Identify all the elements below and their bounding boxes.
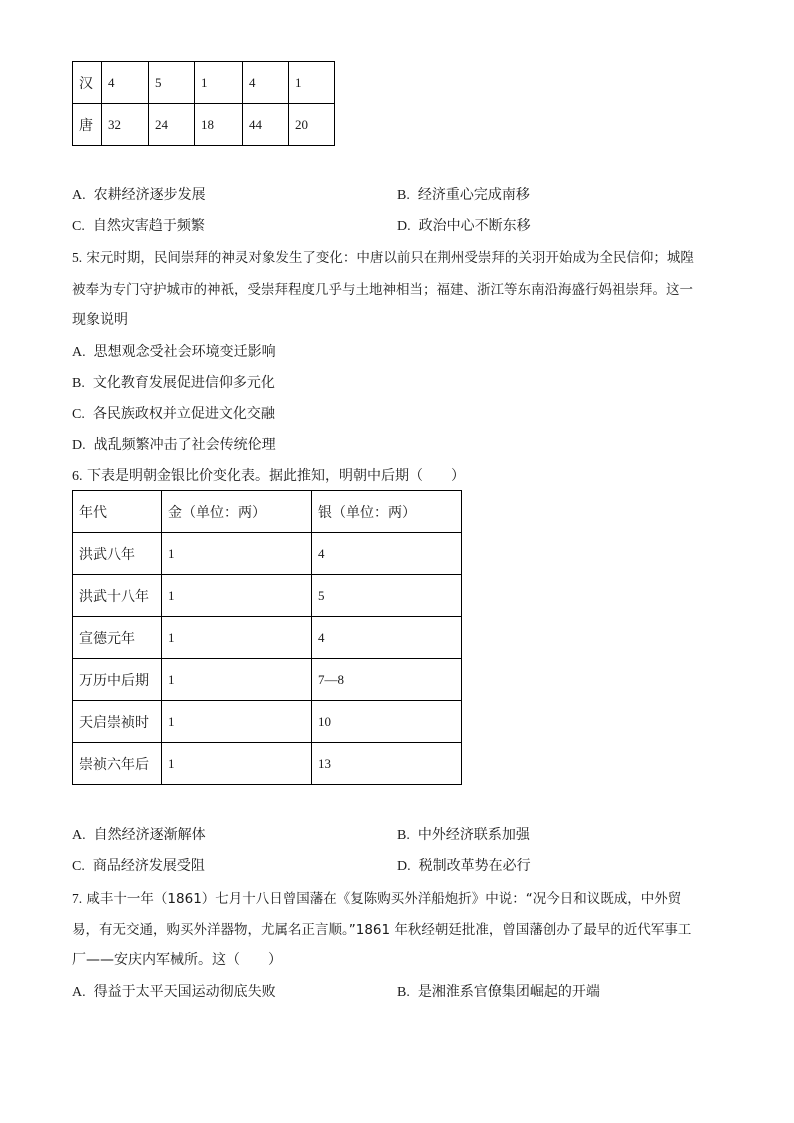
table-cell: 1	[162, 743, 312, 785]
option-text: 自然灾害趋于频繁	[92, 218, 205, 234]
option-text: 思想观念受社会环境变迁影响	[93, 344, 276, 360]
option-label: A.	[72, 828, 86, 843]
option-label: B.	[397, 188, 410, 203]
option-a[interactable]	[72, 184, 206, 204]
table-cell: 1	[162, 575, 312, 617]
option-text: 税制改革势在必行	[418, 858, 531, 874]
option-b[interactable]	[397, 184, 530, 204]
option-a[interactable]	[72, 981, 276, 1001]
option-d[interactable]	[397, 855, 531, 875]
table-cell: 汉	[73, 62, 102, 104]
column-header: 年代	[73, 491, 162, 533]
table-row	[73, 533, 462, 575]
table-cell: 13	[312, 743, 462, 785]
option-c[interactable]	[72, 215, 205, 235]
question-text: 下表是明朝金银比价变化表。据此推知，明朝中后期（ ）	[86, 468, 465, 484]
table-row	[73, 743, 462, 785]
table-cell: 天启崇祯时	[73, 701, 162, 743]
option-b[interactable]	[397, 981, 600, 1001]
table-row	[73, 104, 335, 146]
table-row	[73, 701, 462, 743]
option-label: B.	[397, 828, 410, 843]
table-cell: 洪武十八年	[73, 575, 162, 617]
option-label: D.	[72, 438, 86, 453]
option-label: B.	[397, 985, 410, 1000]
table-cell: 4	[312, 617, 462, 659]
option-label: D.	[397, 859, 411, 874]
table-cell: 1	[289, 62, 335, 104]
column-header: 金（单位：两）	[162, 491, 312, 533]
table-cell: 唐	[73, 104, 102, 146]
question-number: 7.	[72, 891, 83, 906]
option-d[interactable]	[397, 215, 531, 235]
option-text: 经济重心完成南移	[417, 187, 530, 203]
table-row	[73, 659, 462, 701]
question-7-line2: 易，有无交通，购买外洋器物，尤属名正言顺。”1861 年秋经朝廷批准，曾国藩创办了最早的近代军事工	[72, 922, 692, 938]
option-text: 农耕经济逐步发展	[93, 187, 206, 203]
option-label: C.	[72, 859, 85, 874]
table-cell: 洪武八年	[73, 533, 162, 575]
option-text: 文化教育发展促进信仰多元化	[92, 375, 275, 391]
table-cell: 1	[162, 533, 312, 575]
option-text: 自然经济逐渐解体	[93, 827, 206, 843]
table-cell: 1	[195, 62, 243, 104]
table-cell: 44	[243, 104, 289, 146]
option-label: C.	[72, 219, 85, 234]
question-5-line2: 被奉为专门守护城市的神祇，受崇拜程度几乎与土地神相当；福建、浙江等东南沿海盛行妈祖崇拜。这一	[72, 282, 693, 298]
option-text: 各民族政权并立促进文化交融	[92, 406, 275, 422]
table-han-tang	[72, 61, 335, 146]
table-cell: 5	[312, 575, 462, 617]
question-text: 宋元时期，民间崇拜的神灵对象发生了变化：中唐以前只在荆州受崇拜的关羽开始成为全民信仰；城隍	[86, 250, 694, 266]
option-text: 商品经济发展受阻	[92, 858, 205, 874]
option-a[interactable]	[72, 824, 206, 844]
question-number: 6.	[72, 469, 83, 484]
option-c[interactable]	[72, 403, 275, 423]
question-7-line1	[72, 887, 681, 907]
table-cell: 万历中后期	[73, 659, 162, 701]
table-row	[73, 617, 462, 659]
option-c[interactable]	[72, 855, 205, 875]
option-text: 政治中心不断东移	[418, 218, 531, 234]
option-label: C.	[72, 407, 85, 422]
option-label: A.	[72, 345, 86, 360]
table-cell: 1	[162, 617, 312, 659]
option-label: D.	[397, 219, 411, 234]
option-text: 战乱频繁冲击了社会传统伦理	[93, 437, 276, 453]
table-cell: 18	[195, 104, 243, 146]
table-cell: 1	[162, 701, 312, 743]
table-row	[73, 575, 462, 617]
option-b[interactable]	[72, 372, 275, 392]
option-text: 得益于太平天国运动彻底失败	[93, 984, 276, 1000]
table-cell: 4	[243, 62, 289, 104]
table-cell: 20	[289, 104, 335, 146]
option-d[interactable]	[72, 434, 276, 454]
option-label: A.	[72, 188, 86, 203]
table-cell: 7—8	[312, 659, 462, 701]
table-cell: 24	[149, 104, 195, 146]
table-gold-silver	[72, 490, 462, 785]
option-label: B.	[72, 376, 85, 391]
option-a[interactable]	[72, 341, 276, 361]
question-text: 咸丰十一年（1861）七月十八日曾国藩在《复陈购买外洋船炮折》中说：“况今日和议既成，中外贸	[86, 891, 682, 907]
option-text: 中外经济联系加强	[417, 827, 530, 843]
table-cell: 崇祯六年后	[73, 743, 162, 785]
table-row	[73, 62, 335, 104]
table-cell: 10	[312, 701, 462, 743]
question-7-line3: 厂——安庆内军械所。这（ ）	[72, 952, 282, 968]
table-cell: 4	[312, 533, 462, 575]
table-cell: 1	[162, 659, 312, 701]
option-label: A.	[72, 985, 86, 1000]
table-cell: 32	[102, 104, 149, 146]
option-text: 是湘淮系官僚集团崛起的开端	[417, 984, 600, 1000]
question-5-line3: 现象说明	[72, 312, 128, 328]
table-header-row	[73, 491, 462, 533]
column-header: 银（单位：两）	[312, 491, 462, 533]
option-b[interactable]	[397, 824, 530, 844]
question-5-line1	[72, 246, 694, 266]
table-cell: 宣德元年	[73, 617, 162, 659]
question-number: 5.	[72, 250, 83, 265]
table-cell: 5	[149, 62, 195, 104]
question-6-stem	[72, 465, 465, 485]
table-cell: 4	[102, 62, 149, 104]
